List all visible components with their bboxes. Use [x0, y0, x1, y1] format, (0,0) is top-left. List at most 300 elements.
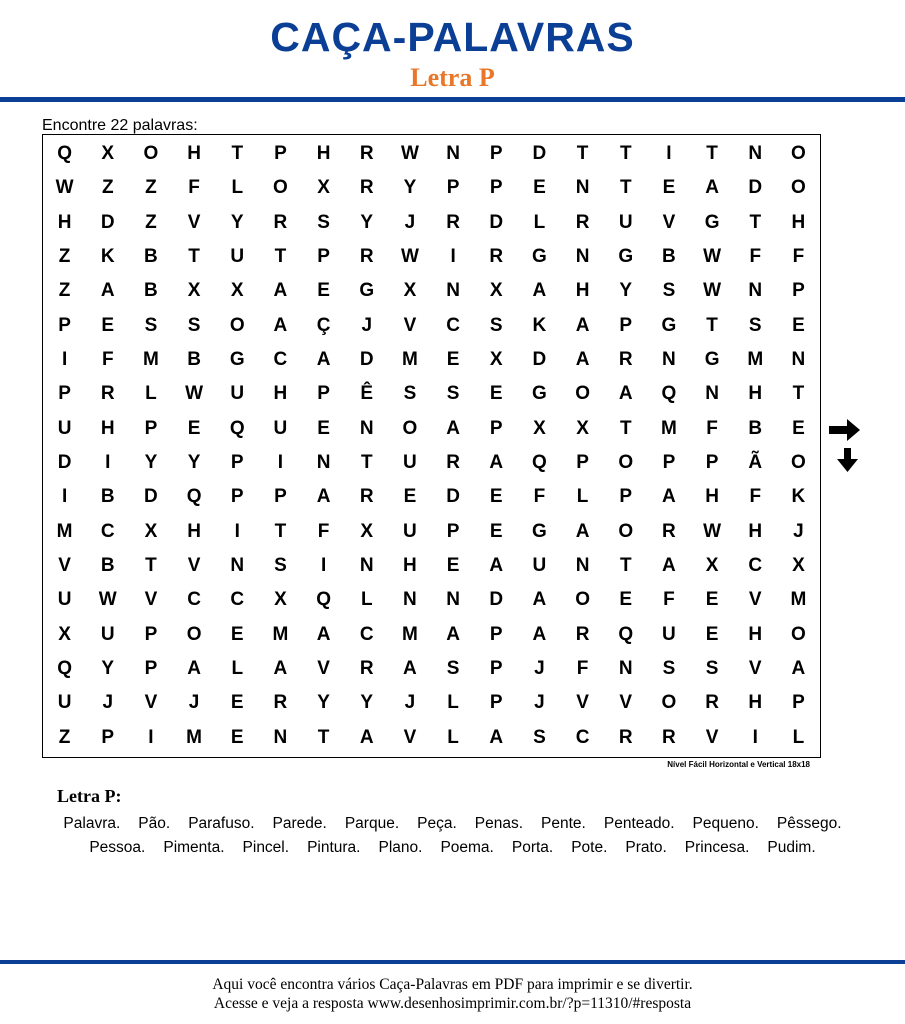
- grid-cell: X: [230, 280, 244, 302]
- grid-cell: Y: [187, 452, 201, 474]
- grid-cell: A: [316, 486, 331, 508]
- grid-cell: E: [317, 280, 330, 302]
- grid-cell: V: [748, 589, 762, 611]
- grid-cell: I: [320, 555, 327, 577]
- grid-cell: A: [532, 280, 547, 302]
- grid-cell: Q: [532, 452, 547, 474]
- grid-cell: T: [749, 211, 762, 233]
- grid-cell: D: [359, 349, 374, 371]
- word-item: Plano.: [378, 838, 423, 856]
- grid-cell: O: [143, 143, 159, 165]
- grid-cell: Ã: [748, 452, 763, 474]
- grid-cell: P: [230, 452, 244, 474]
- grid-cell: I: [148, 726, 154, 748]
- grid-cell: S: [274, 555, 287, 577]
- grid-cell: R: [662, 726, 676, 748]
- grid-cell: P: [144, 417, 158, 439]
- grid-cell: H: [748, 692, 763, 714]
- grid-cell: T: [231, 143, 244, 165]
- word-item: Pequeno.: [692, 815, 759, 832]
- grid-cell: M: [402, 349, 418, 371]
- grid-cell: T: [619, 417, 632, 439]
- grid-cell: N: [791, 349, 806, 371]
- grid-cell: X: [576, 417, 589, 439]
- grid-cell: K: [100, 246, 115, 268]
- grid-cell: U: [230, 246, 245, 268]
- grid-cell: Q: [661, 383, 677, 405]
- grid-cell: B: [100, 486, 115, 508]
- grid-cell: H: [748, 623, 763, 645]
- grid-cell: A: [446, 417, 460, 439]
- grid-cell: T: [188, 246, 200, 268]
- grid-cell: P: [446, 520, 460, 542]
- grid-cell: V: [619, 692, 633, 714]
- grid-cell: G: [359, 280, 375, 302]
- grid-cell: T: [274, 520, 287, 542]
- grid-cell: O: [791, 143, 806, 165]
- grid-cell: N: [403, 589, 417, 611]
- footer: [0, 975, 905, 1013]
- grid-cell: I: [752, 726, 758, 748]
- grid-cell: S: [317, 211, 330, 233]
- grid-cell: E: [705, 589, 719, 611]
- grid-cell: V: [317, 658, 330, 680]
- grid-cell: W: [98, 589, 117, 611]
- grid-cell: E: [230, 726, 244, 748]
- grid-cell: O: [661, 692, 677, 714]
- grid-cell: P: [489, 177, 503, 199]
- grid-cell: F: [706, 417, 718, 439]
- grid-cell: U: [618, 211, 633, 233]
- grid-cell: I: [450, 246, 456, 268]
- word-item: Poema.: [440, 838, 494, 856]
- grid-cell: I: [666, 143, 672, 165]
- word-item: Pente.: [541, 815, 586, 832]
- grid-cell: C: [575, 726, 590, 748]
- grid-cell: V: [403, 314, 417, 336]
- grid-cell: X: [489, 349, 503, 371]
- grid-cell: T: [145, 555, 157, 577]
- grid-cell: H: [748, 383, 763, 405]
- grid-cell: L: [231, 177, 244, 199]
- grid-cell: C: [359, 623, 374, 645]
- grid-cell: V: [662, 211, 676, 233]
- grid-cell: O: [575, 383, 590, 405]
- word-list: [40, 812, 865, 859]
- grid-cell: N: [748, 280, 763, 302]
- grid-cell: A: [489, 452, 504, 474]
- grid-cell: N: [618, 658, 633, 680]
- grid-cell: P: [144, 623, 158, 645]
- grid-cell: F: [576, 658, 589, 680]
- grid-cell: G: [532, 246, 547, 268]
- grid-cell: R: [359, 143, 374, 165]
- word-item: Porta.: [511, 838, 554, 856]
- grid-cell: R: [359, 486, 374, 508]
- grid-cell: Y: [230, 211, 244, 233]
- grid-cell: Ê: [360, 383, 374, 405]
- grid-cell: A: [273, 280, 288, 302]
- grid-cell: O: [791, 452, 806, 474]
- grid-cell: V: [58, 555, 71, 577]
- bottom-divider: [0, 960, 905, 964]
- top-divider: [0, 97, 905, 102]
- grid-cell: N: [748, 143, 763, 165]
- grid-cell: F: [317, 520, 330, 542]
- grid-cell: A: [575, 349, 590, 371]
- grid-cell: V: [144, 589, 158, 611]
- arrow-right-icon: [827, 416, 861, 444]
- grid-cell: H: [705, 486, 719, 508]
- grid-cell: J: [404, 211, 416, 233]
- grid-cell: E: [792, 417, 805, 439]
- grid-cell: E: [403, 486, 417, 508]
- grid-cell: R: [662, 520, 676, 542]
- grid-cell: I: [277, 452, 284, 474]
- grid-cell: E: [101, 314, 115, 336]
- grid-cell: E: [317, 417, 330, 439]
- grid-cell: C: [100, 520, 115, 542]
- grid-cell: P: [489, 143, 503, 165]
- grid-cell: L: [447, 692, 459, 714]
- grid-cell: H: [748, 520, 763, 542]
- grid-cell: W: [703, 246, 722, 268]
- grid-cell: Q: [57, 658, 72, 680]
- grid-cell: L: [576, 486, 589, 508]
- grid-cell: A: [403, 658, 417, 680]
- grid-cell: J: [534, 658, 545, 680]
- grid-cell: H: [57, 211, 72, 233]
- word-search-grid: [42, 134, 821, 758]
- grid-cell: P: [144, 658, 158, 680]
- grid-cell: L: [447, 726, 459, 748]
- grid-cell: X: [533, 417, 546, 439]
- grid-cell: S: [705, 658, 719, 680]
- grid-cell: G: [229, 349, 245, 371]
- word-item: Penteado.: [603, 815, 675, 832]
- words-heading: Letra P:: [57, 786, 122, 806]
- grid-cell: Y: [317, 692, 330, 714]
- grid-cell: X: [792, 555, 805, 577]
- grid-cell: X: [360, 520, 374, 542]
- word-item: Pessoa.: [89, 838, 146, 856]
- grid-cell: B: [187, 349, 201, 371]
- grid-cell: M: [790, 589, 807, 611]
- grid-cell: V: [403, 726, 417, 748]
- grid-cell: K: [791, 486, 806, 508]
- grid-cell: S: [662, 280, 676, 302]
- grid-cell: H: [187, 143, 201, 165]
- grid-cell: B: [662, 246, 676, 268]
- grid-cell: P: [619, 486, 633, 508]
- word-item: Pêssego.: [776, 815, 842, 832]
- grid-cell: T: [317, 726, 330, 748]
- grid-cell: R: [273, 211, 288, 233]
- grid-cell: N: [446, 589, 460, 611]
- grid-cell: R: [359, 658, 374, 680]
- grid-cell: T: [619, 143, 632, 165]
- grid-cell: P: [489, 658, 503, 680]
- grid-cell: C: [273, 349, 288, 371]
- grid-cell: T: [619, 555, 632, 577]
- grid-cell: A: [273, 658, 288, 680]
- grid-cell: A: [618, 383, 633, 405]
- word-item: Parede.: [272, 815, 327, 832]
- word-item: Parque.: [344, 815, 400, 832]
- grid-cell: P: [274, 143, 287, 165]
- grid-cell: D: [489, 589, 504, 611]
- grid-cell: S: [748, 314, 762, 336]
- grid-cell: Y: [360, 211, 374, 233]
- grid-cell: C: [187, 589, 201, 611]
- grid-cell: Y: [144, 452, 158, 474]
- grid-cell: E: [187, 417, 201, 439]
- grid-cell: U: [230, 383, 245, 405]
- grid-cell: S: [446, 383, 460, 405]
- grid-cell: E: [446, 349, 460, 371]
- grid-cell: Z: [58, 726, 71, 748]
- grid-cell: I: [105, 452, 111, 474]
- grid-cell: W: [400, 143, 419, 165]
- grid-cell: O: [618, 520, 634, 542]
- instruction-text: Encontre 22 palavras:: [42, 117, 198, 134]
- word-item: Pudim.: [767, 838, 816, 856]
- grid-cell: L: [360, 589, 373, 611]
- grid-cell: U: [662, 623, 676, 645]
- grid-cell: U: [403, 520, 417, 542]
- grid-cell: V: [187, 211, 201, 233]
- word-item: Pote.: [571, 838, 608, 856]
- grid-cell: D: [489, 211, 504, 233]
- word-item: Penas.: [474, 815, 524, 832]
- grid-cell: P: [662, 452, 676, 474]
- grid-cell: G: [618, 246, 634, 268]
- grid-cell: W: [185, 383, 204, 405]
- grid-cell: U: [273, 417, 288, 439]
- grid-cell: F: [792, 246, 805, 268]
- grid-cell: T: [619, 177, 632, 199]
- grid-cell: D: [100, 211, 115, 233]
- grid-cell: C: [230, 589, 245, 611]
- grid-cell: U: [57, 417, 72, 439]
- grid-cell: P: [58, 314, 71, 336]
- grid-cell: A: [273, 314, 288, 336]
- grid-cell: E: [662, 177, 676, 199]
- grid-cell: R: [446, 452, 460, 474]
- grid-cell: O: [402, 417, 418, 439]
- footer-line-2: Acesse e veja a resposta www.desenhosimprimir.com.br/?p=11310/#resposta: [213, 995, 692, 1012]
- grid-cell: D: [57, 452, 72, 474]
- grid-cell: Z: [58, 246, 71, 268]
- grid-cell: G: [704, 349, 720, 371]
- grid-cell: L: [231, 658, 244, 680]
- grid-cell: X: [317, 177, 330, 199]
- grid-cell: O: [791, 623, 806, 645]
- grid-cell: S: [403, 383, 417, 405]
- grid-cell: O: [618, 452, 634, 474]
- grid-cell: R: [705, 692, 719, 714]
- grid-cell: M: [56, 520, 73, 542]
- grid-cell: S: [187, 314, 201, 336]
- grid-cell: A: [575, 520, 590, 542]
- grid-cell: E: [792, 314, 805, 336]
- grid-cell: B: [144, 246, 158, 268]
- grid-cell: T: [274, 246, 287, 268]
- grid-cell: N: [359, 555, 374, 577]
- grid-cell: E: [446, 555, 460, 577]
- grid-cell: T: [792, 383, 805, 405]
- grid-cell: P: [58, 383, 71, 405]
- grid-cell: X: [187, 280, 201, 302]
- grid-cell: E: [489, 383, 503, 405]
- grid-cell: E: [230, 623, 244, 645]
- grid-cell: Z: [58, 280, 71, 302]
- grid-cell: V: [705, 726, 719, 748]
- grid-cell: U: [100, 623, 115, 645]
- grid-cell: S: [533, 726, 546, 748]
- grid-cell: E: [230, 692, 244, 714]
- grid-cell: A: [791, 658, 806, 680]
- grid-cell: X: [144, 520, 158, 542]
- grid-cell: F: [188, 177, 200, 199]
- grid-cell: T: [360, 452, 373, 474]
- grid-cell: Y: [360, 692, 374, 714]
- grid-cell: J: [188, 692, 200, 714]
- grid-cell: X: [705, 555, 719, 577]
- grid-cell: N: [705, 383, 719, 405]
- grid-cell: S: [489, 314, 503, 336]
- grid-cell: E: [705, 623, 719, 645]
- footer-line-1: Aqui você encontra vários Caça-Palavras em PDF para imprimir e se divertir.: [212, 976, 693, 993]
- grid-cell: X: [101, 143, 115, 165]
- grid-cell: G: [532, 383, 547, 405]
- grid-cell: X: [403, 280, 417, 302]
- grid-cell: H: [575, 280, 590, 302]
- grid-cell: J: [404, 692, 416, 714]
- grid-cell: R: [575, 623, 590, 645]
- grid-cell: X: [489, 280, 503, 302]
- grid-cell: H: [403, 555, 417, 577]
- grid-cell: L: [792, 726, 805, 748]
- grid-cell: V: [748, 658, 762, 680]
- grid-cell: U: [532, 555, 547, 577]
- grid-cell: E: [489, 520, 503, 542]
- word-item: Peça.: [417, 815, 457, 832]
- grid-cell: N: [446, 280, 460, 302]
- word-item: Prato.: [625, 838, 667, 856]
- grid-cell: R: [446, 211, 460, 233]
- grid-cell: Q: [229, 417, 245, 439]
- grid-cell: D: [532, 349, 547, 371]
- grid-cell: J: [361, 314, 373, 336]
- grid-cell: M: [143, 349, 159, 371]
- grid-cell: I: [61, 349, 68, 371]
- grid-cell: Z: [145, 177, 157, 199]
- grid-cell: P: [489, 417, 503, 439]
- grid-cell: D: [446, 486, 460, 508]
- grid-cell: J: [793, 520, 804, 542]
- grid-cell: T: [706, 314, 718, 336]
- grid-cell: F: [749, 246, 762, 268]
- grid-cell: N: [273, 726, 288, 748]
- grid-cell: U: [57, 589, 72, 611]
- grid-cell: H: [791, 211, 806, 233]
- grid-cell: P: [489, 623, 503, 645]
- grid-cell: V: [187, 555, 201, 577]
- grid-cell: W: [55, 177, 74, 199]
- grid-cell: O: [273, 177, 288, 199]
- grid-cell: P: [101, 726, 115, 748]
- grid-cell: Z: [101, 177, 114, 199]
- word-item: Parafuso.: [188, 815, 255, 832]
- page-title: CAÇA-PALAVRAS: [270, 14, 635, 60]
- grid-cell: U: [57, 692, 72, 714]
- grid-cell: B: [144, 280, 158, 302]
- grid-cell: F: [663, 589, 675, 611]
- grid-cell: G: [661, 314, 677, 336]
- grid-cell: I: [234, 520, 240, 542]
- grid-cell: R: [273, 692, 288, 714]
- grid-cell: P: [705, 452, 719, 474]
- grid-cell: S: [662, 658, 676, 680]
- word-item: Palavra.: [63, 815, 121, 832]
- grid-cell: H: [316, 143, 331, 165]
- page-subtitle: Letra P: [410, 63, 495, 92]
- grid-cell: V: [144, 692, 158, 714]
- grid-cell: O: [791, 177, 806, 199]
- grid-cell: A: [662, 555, 676, 577]
- grid-cell: A: [575, 314, 590, 336]
- grid-cell: E: [533, 177, 546, 199]
- word-item: Pão.: [138, 815, 171, 832]
- level-note: Nível Fácil Horizontal e Vertical 18x18: [667, 760, 810, 769]
- grid-cell: Q: [57, 143, 72, 165]
- grid-cell: P: [317, 246, 330, 268]
- grid-cell: M: [747, 349, 764, 371]
- grid-cell: J: [102, 692, 114, 714]
- grid-cell: A: [316, 623, 331, 645]
- grid-cell: A: [532, 623, 547, 645]
- grid-cell: U: [403, 452, 417, 474]
- word-item: Princesa.: [684, 838, 750, 856]
- grid-cell: P: [317, 383, 330, 405]
- grid-cell: V: [576, 692, 589, 714]
- grid-cell: R: [618, 726, 633, 748]
- grid-cell: P: [446, 177, 460, 199]
- grid-cell: N: [575, 246, 590, 268]
- grid-cell: N: [230, 555, 245, 577]
- grid-cell: O: [229, 314, 245, 336]
- grid-cell: Q: [618, 623, 634, 645]
- grid-cell: W: [703, 520, 722, 542]
- grid-cell: A: [532, 589, 547, 611]
- grid-cell: F: [533, 486, 546, 508]
- grid-cell: P: [489, 692, 503, 714]
- grid-cell: R: [618, 349, 633, 371]
- grid-cell: B: [748, 417, 763, 439]
- grid-cell: D: [532, 143, 547, 165]
- grid-cell: R: [359, 246, 374, 268]
- grid-cell: W: [703, 280, 722, 302]
- grid-cell: I: [61, 486, 68, 508]
- grid-cell: R: [100, 383, 115, 405]
- grid-cell: P: [274, 486, 287, 508]
- grid-cell: P: [619, 314, 633, 336]
- grid-cell: K: [532, 314, 547, 336]
- grid-cell: R: [489, 246, 504, 268]
- grid-cell: S: [446, 658, 460, 680]
- grid-cell: X: [274, 589, 287, 611]
